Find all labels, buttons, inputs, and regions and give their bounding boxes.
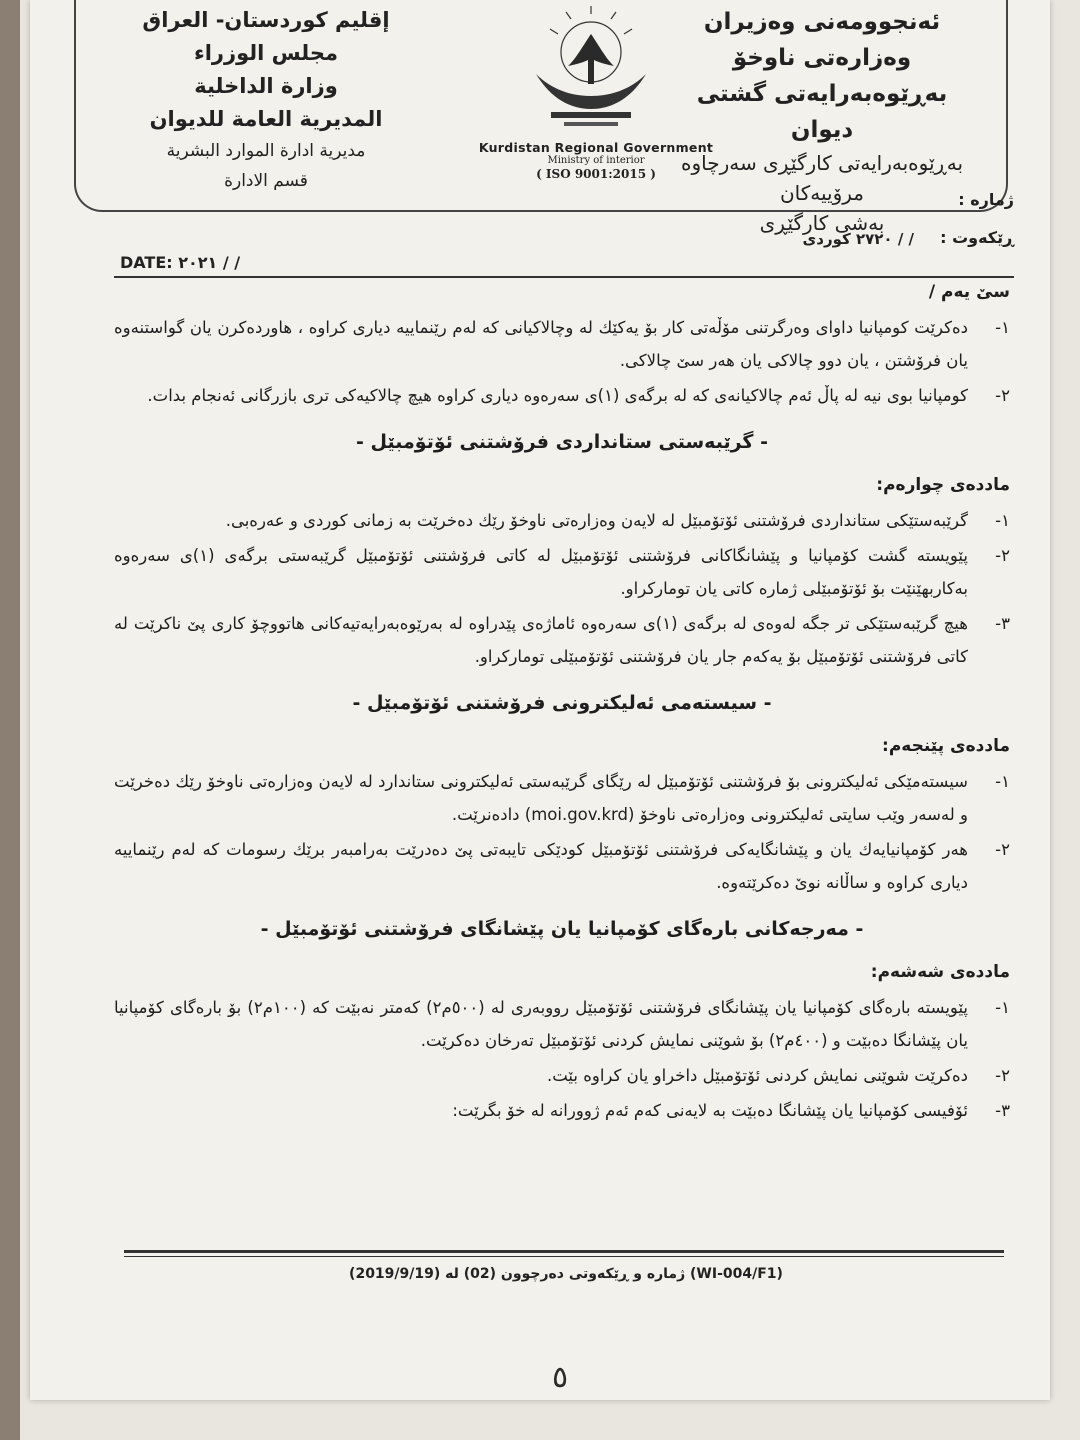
item-text: هەر کۆمپانیایەك یان و پێشانگایەکی فرۆشتنی ئۆتۆمبێل کودێکی تایبەتی پێ دەدرێت بەرامبەر برێك رسومات کە لەم رێنماییە دیاری کراوە و ساڵانە نوێ دەکرێتەوە.	[114, 840, 968, 892]
iso-cert: ( ISO 9001:2015 )	[536, 167, 656, 181]
letterhead-kurdish	[662, 4, 982, 238]
article-3-title: سێ یەم /	[928, 282, 1010, 302]
general-directorate-ku: بەڕێوەبەرایەتی گشتی دیوان	[696, 81, 948, 143]
item-text: كومپانیا بوی نیە لە پاڵ ئەم چالاکیانەی کە لە برگەی (١)ی سەرەوە دیاری کراوە هیچ چالاکیەکی تری بازرگانی ئەنجام بدات.	[147, 386, 968, 405]
form-reference: (WI-004/F1) ژمارە و ڕێكەوتی دەرچوون (02) لە (2019/9/19)	[349, 1266, 783, 1282]
item-text: دەكرێت شوێنی نمایش كردنی ئۆتۆمبێل داخراو یان كراوە بێت.	[546, 1066, 968, 1085]
section-heading-electronic-system: - سیستەمی ئەلیکترونی فرۆشتنی ئۆتۆمبێل -	[352, 692, 772, 714]
ministry-en: Ministry of interior	[547, 155, 645, 166]
item-number: ٣-	[995, 1101, 1010, 1120]
item-number: ٢-	[995, 840, 1010, 859]
hr-directorate-ku: بەڕێوەبەرایەتی کارگێڕی سەرچاوە مرۆییەکان	[680, 151, 964, 205]
item-number: ٢-	[995, 386, 1010, 405]
org-name-en: Kurdistan Regional Government	[478, 140, 714, 155]
council-of-ministers-ku: ئەنجوومەنی وەزیران	[703, 9, 941, 35]
item-text: هیچ گرێبەستێکی تر جگە لەوەی لە برگەی (١)ی سەرەوە ئاماژەی پێدراوە لە بەرێوەبەرایەتیەكانی هاتووچۆ کاری پێ ناکرێت لە کاتی فرۆشتنی ئۆتۆمبێل بۆ یەکەم جار یان فرۆشتنی ئۆتۆمبێلی تومارکراو.	[114, 614, 968, 666]
item-text: ئۆفیسی کۆمپانیا یان پێشانگا دەبێت بە لایەنی کەم ئەم ژوورانە لە خۆ بگرێت:	[452, 1101, 968, 1120]
item-number: ١-	[995, 772, 1010, 791]
section-heading-standard-contract: - گرێبەستی ستانداردی فرۆشتنی ئۆتۆمبێل -	[356, 431, 768, 453]
date-en-value: ٢٠٢١ / /	[178, 253, 241, 272]
section-heading-premises-conditions: - مەرجەکانی بارەگای کۆمپانیا یان پێشانگای فرۆشتنی ئۆتۆمبێل -	[260, 918, 864, 940]
article-6-item	[114, 1059, 1010, 1092]
item-text: سیستەمێکی ئەلیکترونی بۆ فرۆشتنی ئۆتۆمبێل لە رێگای گرێبەستی ئەلیکترونی ستاندارد لە لایەن وەزارەتی ناوخۆ رێك دەخرێت و لەسەر وێب سایتی ئەلیکترونی وەزارەتی ناوخۆ (moi.gov.krd) دادەنرێت.	[114, 772, 968, 824]
letterhead-arabic	[136, 4, 396, 196]
article-6-title: ماددەی شەشەم:	[870, 962, 1010, 982]
article-6-item	[114, 1094, 1010, 1127]
article-3-item	[114, 311, 1010, 377]
letterhead-frame	[74, 0, 1008, 235]
item-number: ٢-	[995, 546, 1010, 565]
date-en	[120, 253, 240, 272]
item-number: ١-	[995, 318, 1010, 337]
item-number: ١-	[995, 998, 1010, 1017]
footer-rule-thick	[124, 1250, 1004, 1253]
document-page	[30, 0, 1050, 1400]
admin-section-ar: قسم الادارة	[224, 171, 308, 191]
ministry-interior-ku: وەزارەتی ناوخۆ	[732, 45, 912, 71]
date-label-ku: ڕێکەوت :	[940, 228, 1014, 247]
item-text: پێویستە گشت کۆمپانیا و پێشانگاکانی فرۆشتنی ئۆتۆمبێل لە کاتی فرۆشتنی ئۆتۆمبێل گرێبەستی برگەی (١)ی سەرەوە بەکاربهێنێت بۆ ئۆتۆمبێلی ژمارە کاتی یان تومارکراو.	[114, 546, 968, 598]
number-label: ژمارە :	[958, 190, 1014, 209]
footer-rule-thin	[124, 1256, 1004, 1257]
item-text: پێویستە بارەگای کۆمپانیا یان پێشانگای فرۆشتنی ئۆتۆمبێل رووبەری لە (٥٠٠م٢) کەمتر نەبێت کە (١٠٠م٢) بۆ بارەگای کۆمپانیا یان پێشانگا دەبێت و (٤٠٠م٢) بۆ شوێنی نمایش کردنی ئۆتۆمبێل تەرخان دەکرێت.	[114, 998, 969, 1050]
general-directorate-ar: المديرية العامة للديوان	[149, 107, 383, 131]
page-number: ٥	[551, 1360, 569, 1395]
item-text: دەكرێت كومپانيا داوای وەرگرتنی مۆڵەتی کار بۆ یەکێك لە وچالاكیانی کە لەم رێنماییە دیاری کراوە ، هاوردەکرن یان گواستنەوە یان فرۆشتن ، یان دوو چالاكی یان هەر سێ چالاكی.	[114, 318, 968, 370]
item-number: ١-	[995, 511, 1010, 530]
krg-eagle-emblem-icon	[516, 4, 666, 144]
ministry-ar: وزارة الداخلية	[194, 74, 338, 98]
krg-name-block	[456, 140, 736, 181]
item-text: گرێبەستێکی ستانداردی فرۆشتنی ئۆتۆمبێل لە لایەن وەزارەتی ناوخۆ رێك دەخرێت بە زمانی کوردی و عەرەبی.	[225, 511, 968, 530]
article-5-title: ماددەی پێنجەم:	[882, 736, 1010, 756]
article-5-item	[114, 765, 1010, 831]
item-number: ٣-	[995, 614, 1010, 633]
admin-section-ku: بەشی کارگێڕی	[759, 211, 885, 235]
document-body	[114, 272, 1010, 1129]
council-ar: مجلس الوزراء	[193, 41, 339, 65]
date-value-ku: / / ٢٧٢٠ كوردى	[802, 230, 914, 248]
article-4-item	[114, 539, 1010, 605]
date-en-label: DATE:	[120, 253, 173, 272]
article-4-item	[114, 607, 1010, 673]
article-6-item	[114, 991, 1010, 1057]
item-number: ٢-	[995, 1066, 1010, 1085]
article-5-item	[114, 833, 1010, 899]
handwritten-page-number	[530, 1360, 590, 1395]
article-4-title: ماددەی چوارەم:	[876, 475, 1010, 495]
article-4-item	[114, 504, 1010, 537]
hr-directorate-ar: مديرية ادارة الموارد البشرية	[166, 141, 366, 161]
region-ar: إقليم كوردستان- العراق	[142, 8, 390, 32]
article-3-item	[114, 379, 1010, 412]
